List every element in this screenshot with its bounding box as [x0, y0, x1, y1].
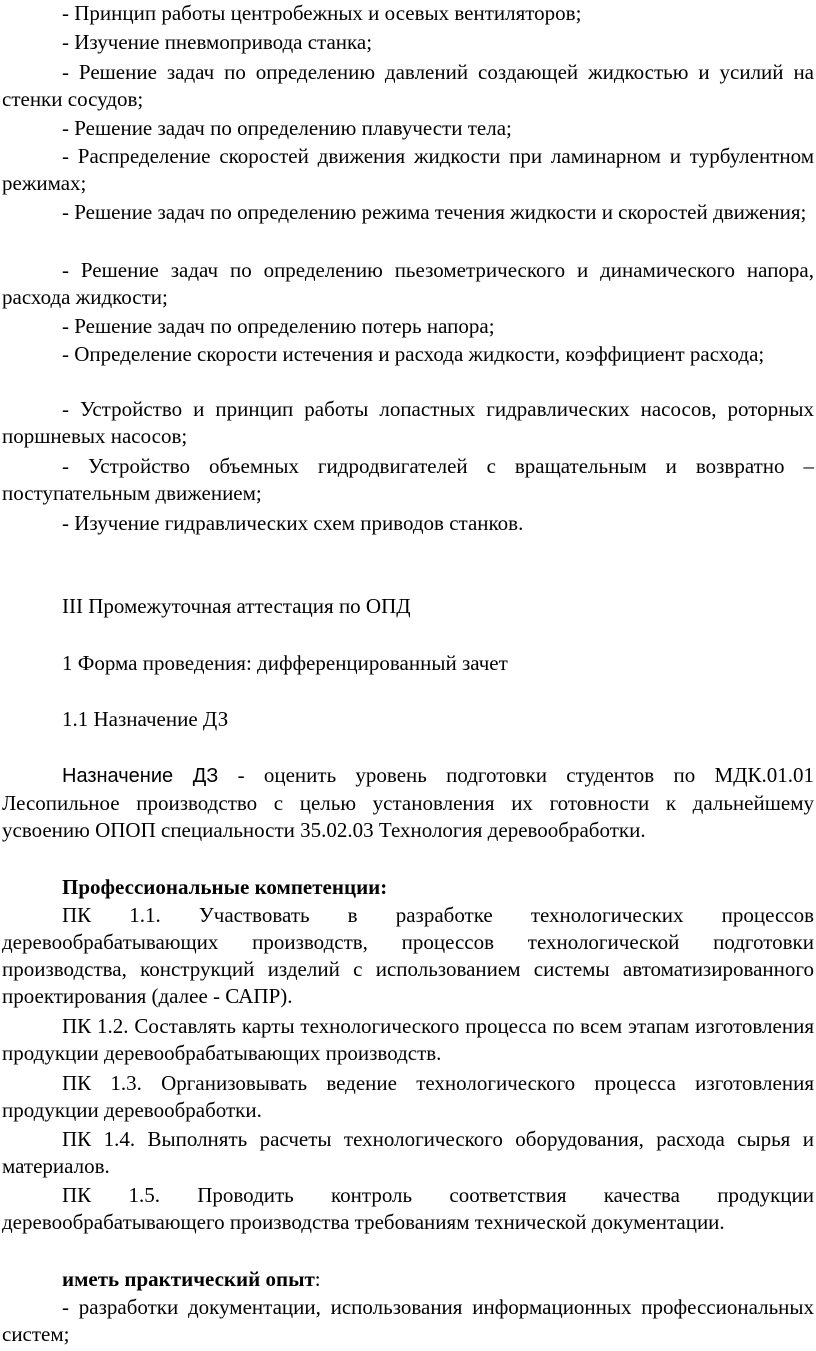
purpose-text: - оценить уровень подготовки студентов по МДК.01.01 Лесопильное производство с целью установления их готовности к дальнейшему усвоению ОПОП специальности 35.02.03 Технология деревообработки. — [2, 763, 814, 842]
lab-item-1: - Принцип работы центробежных и осевых вентиляторов; — [62, 1, 582, 25]
purpose-lead: Назначение ДЗ — [62, 765, 219, 787]
lab-item-2: - Изучение пневмопривода станка; — [62, 30, 373, 54]
purpose-heading: 1.1 Назначение ДЗ — [62, 707, 229, 731]
competencies-heading — [2, 874, 814, 901]
lab-item-8: - Решение задач по определению потерь напора; — [62, 314, 495, 338]
lab-item-12: - Изучение гидравлических схем приводов станков. — [62, 511, 524, 535]
lab-item-9: - Определение скорости истечения и расхода жидкости, коэффициент расхода; — [62, 342, 765, 366]
form-heading: 1 Форма проведения: дифференцированный зачет — [62, 651, 508, 675]
experience-item-1: - разработки документации, использования информационных профессиональных систем; — [2, 1295, 814, 1346]
competency-pk-1-1: ПК 1.1. Участвовать в разработке технологических процессов деревообрабатывающих производств, процессов технологической подготовки производства, конструкций изделий с использованием системы автоматизированного проектирования (далее - САПР). — [2, 903, 814, 1008]
competency-pk-1-5: ПК 1.5. Проводить контроль соответствия качества продукции деревообрабатывающего производства требованиям технической документации. — [2, 1183, 814, 1234]
lab-item-3: - Решение задач по определению давлений создающей жидкостью и усилий на стенки сосудов; — [2, 60, 814, 111]
experience-colon: : — [314, 1267, 321, 1291]
competencies-heading-text: Профессиональные компетенции: — [62, 875, 388, 899]
lab-item-4: - Решение задач по определению плавучести тела; — [62, 116, 512, 140]
lab-item-10: - Устройство и принцип работы лопастных гидравлических насосов, роторных поршневых насосов; — [2, 397, 814, 448]
competency-pk-1-4: ПК 1.4. Выполнять расчеты технологического оборудования, расхода сырья и материалов. — [2, 1127, 814, 1178]
competency-pk-1-3: ПК 1.3. Организовывать ведение технологического процесса изготовления продукции деревообработки. — [2, 1071, 814, 1122]
experience-heading-text: иметь практический опыт — [62, 1267, 315, 1291]
lab-item-11: - Устройство объемных гидродвигателей с вращательным и возвратно – поступательным движением; — [2, 454, 814, 505]
experience-heading — [2, 1266, 814, 1293]
lab-item-7: - Решение задач по определению пьезометрического и динамического напора, расхода жидкости; — [2, 258, 814, 309]
lab-item-6: - Решение задач по определению режима течения жидкости и скоростей движения; — [62, 200, 807, 224]
competency-pk-1-2: ПК 1.2. Составлять карты технологического процесса по всем этапам изготовления продукции деревообрабатывающих производств. — [2, 1014, 814, 1065]
purpose-paragraph — [2, 762, 814, 844]
section-title: III Промежуточная аттестация по ОПД — [62, 594, 411, 618]
lab-item-5: - Распределение скоростей движения жидкости при ламинарном и турбулентном режимах; — [2, 144, 814, 195]
